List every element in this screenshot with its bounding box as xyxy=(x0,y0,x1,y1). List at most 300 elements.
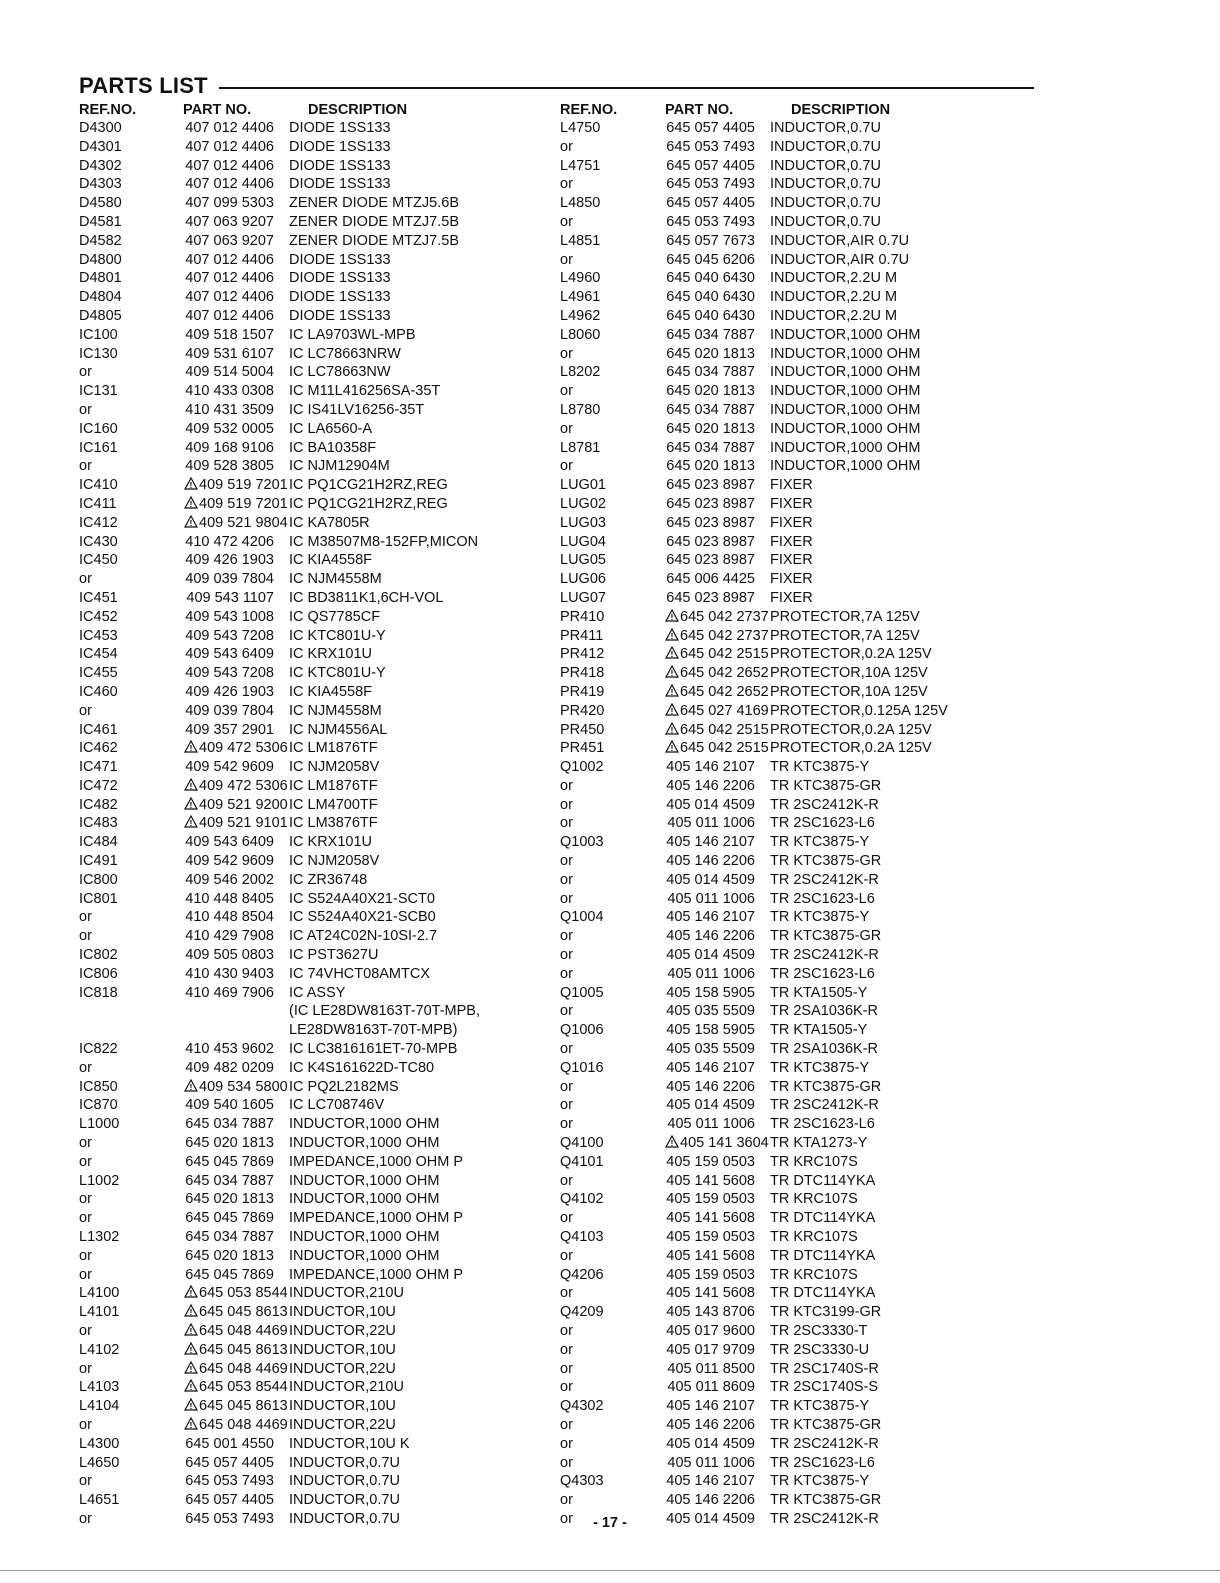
part-no-text: 645 053 7493 xyxy=(666,213,755,230)
part-no xyxy=(665,551,755,570)
description: FIXER xyxy=(770,552,813,569)
table-row xyxy=(79,1153,539,1172)
description: IC NJM4558M xyxy=(289,702,382,719)
part-no-text: 645 057 4405 xyxy=(666,120,755,136)
ref-no: D4805 xyxy=(79,307,122,324)
table-row xyxy=(560,420,980,439)
description: IC ASSY xyxy=(289,984,346,1001)
part-no xyxy=(184,814,288,833)
part-no-text: 645 020 1813 xyxy=(666,345,755,362)
svg-text:!: ! xyxy=(189,1327,193,1336)
svg-text:!: ! xyxy=(189,1345,193,1355)
table-row xyxy=(79,382,539,401)
table-row xyxy=(560,664,980,683)
description: INDUCTOR,10U xyxy=(289,1341,396,1358)
part-no xyxy=(184,645,274,664)
part-no xyxy=(184,1266,274,1285)
part-no-text: 410 453 9602 xyxy=(185,1041,274,1058)
ref-no: IC455 xyxy=(79,665,118,682)
table-row xyxy=(560,551,980,570)
part-no xyxy=(665,890,755,909)
part-no xyxy=(665,175,755,194)
ref-no: L4961 xyxy=(560,289,601,306)
description: IC KIA4558F xyxy=(289,683,373,700)
ref-no: L8780 xyxy=(560,401,601,418)
part-no-text: 407 099 5303 xyxy=(185,195,274,212)
description: TR 2SC1623-L6 xyxy=(770,1116,875,1133)
table-row xyxy=(560,1172,980,1191)
part-no xyxy=(665,363,755,382)
ref-no: L4103 xyxy=(79,1379,120,1396)
ref-no: or xyxy=(560,1097,573,1114)
description: DIODE 1SS133 xyxy=(289,120,391,136)
part-no xyxy=(184,1416,288,1435)
part-no xyxy=(665,514,755,533)
svg-text:!: ! xyxy=(189,800,193,810)
table-row xyxy=(560,119,980,138)
part-no xyxy=(184,890,274,909)
table-row xyxy=(560,232,980,251)
description: INDUCTOR,0.7U xyxy=(289,1492,400,1509)
ref-no: L1000 xyxy=(79,1116,120,1133)
part-no xyxy=(665,307,755,326)
part-no-text: 405 159 0503 xyxy=(666,1191,755,1208)
part-no xyxy=(184,1059,274,1078)
table-row xyxy=(79,119,539,138)
ref-no: LUG07 xyxy=(560,589,606,606)
description: PROTECTOR,10A 125V xyxy=(770,683,928,700)
part-no xyxy=(184,232,274,251)
part-no xyxy=(184,345,274,364)
part-no-text: 645 020 1813 xyxy=(666,383,755,400)
part-no xyxy=(184,946,274,965)
warning-triangle-icon xyxy=(665,703,679,716)
description: IC M11L416256SA-35T xyxy=(289,383,441,400)
ref-no: Q4302 xyxy=(560,1398,604,1415)
part-no xyxy=(665,269,755,288)
table-row xyxy=(560,1416,980,1435)
table-row xyxy=(560,833,980,852)
right-header-desc: DESCRIPTION xyxy=(791,102,891,118)
table-row xyxy=(79,157,539,176)
warning-triangle-icon xyxy=(184,1417,198,1430)
part-no-text: 409 039 7804 xyxy=(185,571,274,588)
warning-triangle-icon xyxy=(665,722,679,735)
table-row xyxy=(79,1284,539,1303)
part-no xyxy=(184,1078,288,1097)
description: TR KTC3875-Y xyxy=(770,909,870,926)
part-no xyxy=(184,119,274,138)
description: INDUCTOR,2.2U M xyxy=(770,289,898,306)
table-row xyxy=(560,608,980,627)
description: FIXER xyxy=(770,589,813,606)
part-no-text: 409 472 5306 xyxy=(199,777,288,794)
part-no-text: 405 014 4509 xyxy=(666,947,755,964)
description: IC PST3627U xyxy=(289,947,379,964)
ref-no: D4800 xyxy=(79,251,122,268)
part-no xyxy=(184,1172,274,1191)
ref-no: Q4102 xyxy=(560,1191,604,1208)
part-no-text: 410 448 8405 xyxy=(185,890,274,907)
table-row xyxy=(560,363,980,382)
part-no-text: 645 045 8613 xyxy=(199,1304,288,1321)
part-no-text: 409 519 7201 xyxy=(199,495,288,512)
table-row xyxy=(79,551,539,570)
table-row xyxy=(79,1096,539,1115)
ref-no: LUG02 xyxy=(560,495,606,512)
part-no-text: 405 159 0503 xyxy=(666,1229,755,1246)
description: IC NJM2058V xyxy=(289,853,380,870)
ref-no: Q1016 xyxy=(560,1059,604,1076)
ref-no: or xyxy=(560,796,573,813)
table-row xyxy=(560,758,980,777)
part-no xyxy=(184,965,274,984)
part-no xyxy=(184,570,274,589)
warning-triangle-icon xyxy=(184,1079,198,1092)
part-no xyxy=(665,1284,755,1303)
part-no-text: 645 023 8987 xyxy=(666,552,755,569)
description: TR KRC107S xyxy=(770,1191,858,1208)
table-row xyxy=(560,1002,980,1021)
part-no-text: 645 020 1813 xyxy=(185,1135,274,1152)
table-row xyxy=(560,627,980,646)
description: LE28DW8163T-70T-MPB) xyxy=(289,1022,458,1039)
part-no xyxy=(665,457,755,476)
ref-no: IC461 xyxy=(79,721,118,738)
description: IC LC78663NW xyxy=(289,364,391,381)
table-row xyxy=(560,194,980,213)
part-no-text: 405 011 1006 xyxy=(667,965,755,982)
description: TR 2SC1623-L6 xyxy=(770,965,875,982)
part-no xyxy=(665,758,755,777)
description: INDUCTOR,1000 OHM xyxy=(289,1135,440,1152)
part-no xyxy=(184,307,274,326)
description: ZENER DIODE MTZJ5.6B xyxy=(289,195,459,212)
part-no xyxy=(665,1115,755,1134)
table-row xyxy=(560,157,980,176)
part-no xyxy=(184,758,274,777)
part-no xyxy=(665,1096,755,1115)
ref-no: or xyxy=(79,1135,92,1152)
svg-text:!: ! xyxy=(189,499,193,509)
description: TR DTC114YKA xyxy=(770,1172,876,1189)
part-no xyxy=(184,476,288,495)
part-no-text: 645 034 7887 xyxy=(185,1116,274,1133)
part-no-text: 645 042 2515 xyxy=(680,740,769,757)
part-no xyxy=(665,1360,755,1379)
table-row xyxy=(79,927,539,946)
table-row xyxy=(560,251,980,270)
part-no-text: 409 426 1903 xyxy=(185,552,274,569)
part-no xyxy=(184,363,274,382)
ref-no: LUG03 xyxy=(560,514,606,531)
table-row xyxy=(560,326,980,345)
part-no xyxy=(665,721,769,740)
description: IC NJM2058V xyxy=(289,759,380,776)
description: INDUCTOR,0.7U xyxy=(770,176,881,193)
table-row xyxy=(560,890,980,909)
part-no-text: 407 012 4406 xyxy=(185,120,274,136)
table-row xyxy=(79,1078,539,1097)
part-no-text: 405 143 8706 xyxy=(666,1304,755,1321)
description: INDUCTOR,22U xyxy=(289,1360,396,1377)
table-row xyxy=(560,495,980,514)
table-row xyxy=(79,1059,539,1078)
description: TR KTC3875-GR xyxy=(770,853,882,870)
ref-no: Q1006 xyxy=(560,1022,604,1039)
part-no xyxy=(665,251,755,270)
ref-no: or xyxy=(560,1510,573,1527)
description: INDUCTOR,1000 OHM xyxy=(289,1247,440,1264)
part-no xyxy=(184,852,274,871)
table-row xyxy=(560,401,980,420)
part-no-text: 409 542 9609 xyxy=(185,853,274,870)
warning-triangle-icon xyxy=(184,496,198,509)
table-row xyxy=(560,1454,980,1473)
part-no xyxy=(665,739,769,758)
ref-no: IC818 xyxy=(79,984,118,1001)
description: TR KTC3875-GR xyxy=(770,1492,882,1509)
ref-no: or xyxy=(79,1473,92,1490)
part-no-text: 405 159 0503 xyxy=(666,1266,755,1283)
warning-triangle-icon xyxy=(184,815,198,828)
description: INDUCTOR,AIR 0.7U xyxy=(770,251,910,268)
table-row xyxy=(560,457,980,476)
ref-no: IC472 xyxy=(79,777,118,794)
part-no-text: 410 472 4206 xyxy=(185,533,274,550)
table-row xyxy=(79,345,539,364)
description: INDUCTOR,1000 OHM xyxy=(289,1229,440,1246)
description: IC LM3876TF xyxy=(289,815,378,832)
description: IC LA9703WL-MPB xyxy=(289,326,416,343)
description: TR 2SA1036K-R xyxy=(770,1003,878,1020)
ref-no: or xyxy=(560,853,573,870)
ref-no: IC450 xyxy=(79,552,118,569)
description: INDUCTOR,1000 OHM xyxy=(770,420,921,437)
ref-no: L4650 xyxy=(79,1454,120,1471)
table-row xyxy=(79,1491,539,1510)
table-row xyxy=(79,1341,539,1360)
part-no xyxy=(184,796,288,815)
ref-no: PR412 xyxy=(560,646,605,663)
part-no xyxy=(184,627,274,646)
warning-triangle-icon xyxy=(184,1398,198,1411)
table-row xyxy=(79,1040,539,1059)
table-row xyxy=(79,1472,539,1491)
part-no xyxy=(184,1115,274,1134)
part-no-text: 407 012 4406 xyxy=(185,270,274,287)
ref-no: IC491 xyxy=(79,853,118,870)
description: INDUCTOR,1000 OHM xyxy=(770,364,921,381)
part-no-text: 409 532 0005 xyxy=(185,420,274,437)
svg-text:!: ! xyxy=(670,669,674,679)
description: INDUCTOR,10U xyxy=(289,1398,396,1415)
table-row xyxy=(560,1228,980,1247)
description: INDUCTOR,0.7U xyxy=(770,157,881,174)
right-parts-table xyxy=(560,119,980,1529)
description: TR 2SC2412K-R xyxy=(770,1435,879,1452)
warning-triangle-icon xyxy=(184,1285,198,1298)
ref-no: D4582 xyxy=(79,232,122,249)
part-no xyxy=(665,1397,755,1416)
part-no xyxy=(184,871,274,890)
ref-no: D4301 xyxy=(79,138,122,155)
ref-no: IC484 xyxy=(79,834,118,851)
title-bar xyxy=(79,72,1034,100)
part-no-text: 405 011 1006 xyxy=(667,890,755,907)
part-no xyxy=(184,514,288,533)
part-no xyxy=(665,570,755,589)
ref-no: D4804 xyxy=(79,289,122,306)
table-row xyxy=(560,439,980,458)
description: IC IS41LV16256-35T xyxy=(289,401,425,418)
part-no xyxy=(665,1491,755,1510)
description: IC KTC801U-Y xyxy=(289,665,386,682)
part-no-text: 409 426 1903 xyxy=(185,683,274,700)
description: TR 2SC1623-L6 xyxy=(770,815,875,832)
svg-text:!: ! xyxy=(189,1420,193,1430)
part-no-text: 405 146 2206 xyxy=(666,777,755,794)
part-no-text: 645 042 2737 xyxy=(680,608,769,625)
part-no-text: 405 141 5608 xyxy=(666,1210,755,1227)
ref-no: Q4101 xyxy=(560,1153,604,1170)
ref-no: or xyxy=(79,571,92,588)
ref-no: or xyxy=(560,458,573,475)
ref-no: Q4100 xyxy=(560,1135,604,1152)
part-no xyxy=(665,946,755,965)
part-no-text: 409 543 6409 xyxy=(185,834,274,851)
part-no xyxy=(665,345,755,364)
part-no-text: 407 012 4406 xyxy=(185,307,274,324)
description: PROTECTOR,0.2A 125V xyxy=(770,740,932,757)
part-no-text: 645 020 1813 xyxy=(666,420,755,437)
svg-text:!: ! xyxy=(670,612,674,622)
part-no-text: 645 057 4405 xyxy=(185,1454,274,1471)
part-no-text: 405 014 4509 xyxy=(666,1510,755,1527)
table-row xyxy=(560,908,980,927)
description: INDUCTOR,1000 OHM xyxy=(770,383,921,400)
ref-no: D4581 xyxy=(79,213,122,230)
description: INDUCTOR,1000 OHM xyxy=(770,439,921,456)
description: IC LM1876TF xyxy=(289,777,378,794)
part-no-text: 405 011 1006 xyxy=(667,1454,755,1471)
description: IC LM1876TF xyxy=(289,740,378,757)
description: INDUCTOR,1000 OHM xyxy=(770,458,921,475)
part-no-text: 407 063 9207 xyxy=(185,232,274,249)
part-no-text: 645 001 4550 xyxy=(185,1435,274,1452)
ref-no: or xyxy=(560,213,573,230)
part-no-text: 645 057 7673 xyxy=(666,232,755,249)
ref-no: or xyxy=(560,1285,573,1302)
part-no xyxy=(665,702,769,721)
ref-no: or xyxy=(560,1492,573,1509)
table-row xyxy=(79,796,539,815)
part-no-text: 645 045 7869 xyxy=(185,1153,274,1170)
part-no-text: 645 023 8987 xyxy=(666,477,755,494)
table-row xyxy=(79,251,539,270)
ref-no: IC454 xyxy=(79,646,118,663)
part-no-text: 645 045 7869 xyxy=(185,1266,274,1283)
description: TR DTC114YKA xyxy=(770,1247,876,1264)
part-no xyxy=(665,1341,755,1360)
description: TR KTC3875-GR xyxy=(770,1416,882,1433)
part-no-text: 645 034 7887 xyxy=(185,1229,274,1246)
table-row xyxy=(560,1341,980,1360)
table-row xyxy=(79,307,539,326)
table-row xyxy=(560,589,980,608)
table-row xyxy=(79,1360,539,1379)
table-row xyxy=(79,288,539,307)
description: PROTECTOR,7A 125V xyxy=(770,627,920,644)
part-no xyxy=(665,683,769,702)
ref-no: or xyxy=(79,1266,92,1283)
ref-no: or xyxy=(560,965,573,982)
description: (IC LE28DW8163T-70T-MPB, xyxy=(289,1003,480,1020)
table-row xyxy=(560,1378,980,1397)
table-row xyxy=(560,852,980,871)
part-no xyxy=(184,1096,274,1115)
description: TR KTC3875-GR xyxy=(770,1078,882,1095)
description: TR DTC114YKA xyxy=(770,1210,876,1227)
table-row xyxy=(79,627,539,646)
part-no-text: 645 020 1813 xyxy=(666,458,755,475)
ref-no: L4102 xyxy=(79,1341,120,1358)
part-no xyxy=(665,664,769,683)
part-no xyxy=(184,1040,274,1059)
part-no-text: 405 146 2206 xyxy=(666,1492,755,1509)
description: TR 2SC1740S-R xyxy=(770,1360,879,1377)
part-no-text: 405 011 8609 xyxy=(667,1379,755,1396)
description: INDUCTOR,10U xyxy=(289,1304,396,1321)
description: DIODE 1SS133 xyxy=(289,289,391,306)
part-no-text: 645 053 8544 xyxy=(199,1285,288,1302)
part-no-text: 405 014 4509 xyxy=(666,796,755,813)
ref-no: IC822 xyxy=(79,1041,118,1058)
table-row xyxy=(560,570,980,589)
table-row xyxy=(560,1266,980,1285)
description: IC NJM4558M xyxy=(289,571,382,588)
part-no xyxy=(665,1002,755,1021)
table-row xyxy=(560,307,980,326)
table-row xyxy=(560,345,980,364)
table-row xyxy=(560,1190,980,1209)
part-no xyxy=(184,326,274,345)
table-row xyxy=(79,1115,539,1134)
svg-text:!: ! xyxy=(189,1383,193,1393)
ref-no: or xyxy=(560,138,573,155)
table-row xyxy=(79,683,539,702)
ref-no: IC412 xyxy=(79,514,118,531)
left-header-ref: REF.NO. xyxy=(79,102,137,118)
table-row xyxy=(79,1397,539,1416)
table-row xyxy=(79,439,539,458)
svg-text:!: ! xyxy=(670,725,674,735)
svg-text:!: ! xyxy=(189,744,193,754)
ref-no: Q1003 xyxy=(560,834,604,851)
part-no-text: 405 146 2206 xyxy=(666,853,755,870)
ref-no: or xyxy=(560,871,573,888)
ref-no: D4580 xyxy=(79,195,122,212)
ref-no: IC850 xyxy=(79,1078,118,1095)
ref-no: L8781 xyxy=(560,439,601,456)
part-no xyxy=(665,965,755,984)
table-row xyxy=(560,814,980,833)
part-no xyxy=(665,1322,755,1341)
svg-text:!: ! xyxy=(189,781,193,791)
ref-no: L4850 xyxy=(560,195,601,212)
ref-no: LUG06 xyxy=(560,571,606,588)
description: IC LC78663NRW xyxy=(289,345,401,362)
